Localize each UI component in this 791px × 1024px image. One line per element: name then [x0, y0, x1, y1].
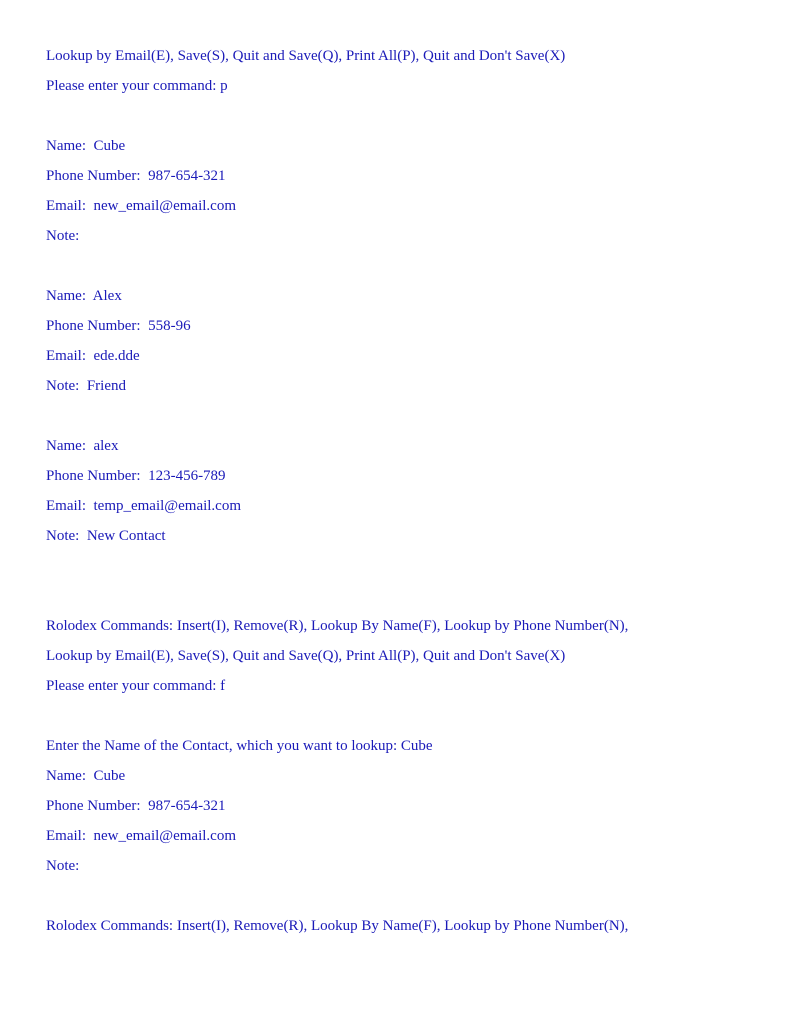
blank-line [46, 556, 766, 586]
contact-name-line: Name: alex [46, 438, 119, 454]
contact-name-line: Name: Alex [46, 288, 122, 304]
command-menu-line: Lookup by Email(E), Save(S), Quit and Save(Q), Print All(P), Quit and Don't Save(X) [46, 648, 566, 664]
contact-note-line: Note: [46, 228, 84, 244]
blank-line [46, 586, 766, 616]
contact-phone-line: Phone Number: 987-654-321 [46, 798, 226, 814]
contact-note-line: Note: Friend [46, 378, 126, 394]
contact-name-line: Name: Cube [46, 138, 126, 154]
contact-email-line: Email: ede.dde [46, 348, 140, 364]
blank-line [46, 406, 766, 436]
command-prompt-line: Please enter your command: p [46, 78, 228, 94]
blank-line [46, 106, 766, 136]
console-output [46, 46, 766, 946]
blank-line [46, 256, 766, 286]
contact-email-line: Email: new_email@email.com [46, 198, 237, 214]
contact-note-line: Note: New Contact [46, 528, 166, 544]
contact-phone-line: Phone Number: 558-96 [46, 318, 191, 334]
contact-note-line: Note: [46, 858, 84, 874]
contact-name-line: Name: Cube [46, 768, 126, 784]
command-menu-line: Rolodex Commands: Insert(I), Remove(R), Lookup By Name(F), Lookup by Phone Number(N), [46, 918, 629, 934]
contact-phone-line: Phone Number: 987-654-321 [46, 168, 226, 184]
command-prompt-line: Please enter your command: f [46, 678, 226, 694]
command-menu-line: Rolodex Commands: Insert(I), Remove(R), Lookup By Name(F), Lookup by Phone Number(N), [46, 618, 629, 634]
contact-email-line: Email: temp_email@email.com [46, 498, 242, 514]
contact-phone-line: Phone Number: 123-456-789 [46, 468, 226, 484]
command-menu-line: Lookup by Email(E), Save(S), Quit and Save(Q), Print All(P), Quit and Don't Save(X) [46, 48, 566, 64]
lookup-prompt-line: Enter the Name of the Contact, which you want to lookup: Cube [46, 738, 433, 754]
blank-line [46, 886, 766, 916]
contact-email-line: Email: new_email@email.com [46, 828, 237, 844]
blank-line [46, 706, 766, 736]
